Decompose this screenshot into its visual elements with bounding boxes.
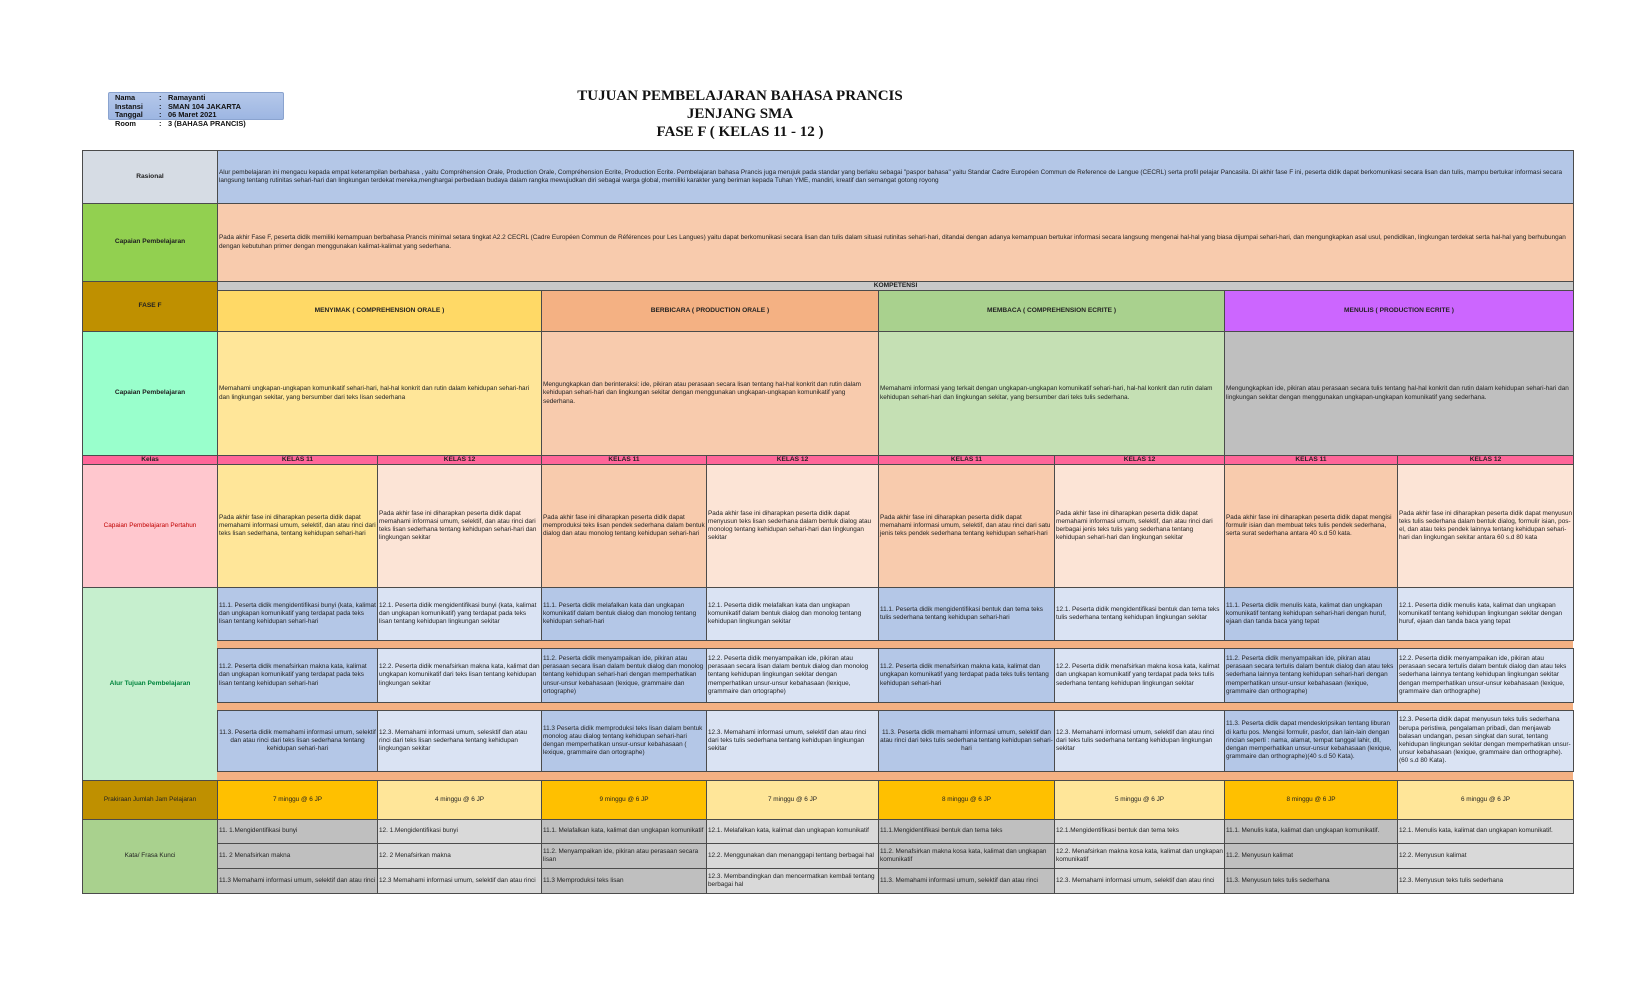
alur-cell-text: 12.2. Peserta didik menafsirkan makna kata, kalimat dan ungkapan komunikatif dari teks lisan tentang kehidupan lingkungan sekitar [379, 663, 540, 687]
alur-cell-text: 11.1. Peserta didik mengidentifikasi bentuk dan tema teks tulis sederhana tentang kehidupan sehari-hari [880, 605, 1043, 621]
kelas-header-text: KELAS 12 [1123, 455, 1156, 463]
prakiraan-cell-text: 6 minggu @ 6 JP [1460, 795, 1511, 803]
kata-frasa-cell [1224, 843, 1398, 869]
prakiraan-cell [1224, 780, 1398, 820]
kata-frasa-cell [541, 868, 707, 894]
kata-frasa-cell-text: 11.1.Mengidentifikasi bentuk dan tema teks [880, 827, 1003, 835]
kata-frasa-cell [1397, 868, 1574, 894]
kelas-header-text: KELAS 11 [1295, 455, 1327, 463]
alur-cell [878, 587, 1055, 641]
alur-cell-text: 11.1. Peserta didik mengidentifikasi bunyi (kata, kalimat dan ungkapan komunikatif yang terdapat pada teks lisan tentang kehidupan sehari-hari [219, 601, 376, 626]
prakiraan-cell-text: 4 minggu @ 6 JP [434, 795, 485, 803]
alur-cell-text: 11.2. Peserta didik menafsirkan makna kata, kalimat dan ungkapan komunikatif yang terdapat pada teks tulis tentang kehidupan sehari-hari [880, 663, 1049, 687]
kata-frasa-cell-text: 12.2. Menafsirkan makna kosa kata, kalimat dan ungkapan komunikatif [1056, 847, 1223, 863]
prakiraan-cell [541, 780, 707, 820]
alur-cell-text: 11.2. Peserta didik menyampaikan ide, pikiran atau perasaan secara lisan dalam bentuk dialog dan monolog tentang kehidupan sehari-hari dengan memperhatikan unsur-unsur kebahasaan (lexique, grammaire dan ortographe) [543, 654, 704, 695]
label-capaian-pertahun [82, 464, 218, 588]
kelas-header-text: KELAS 11 [281, 455, 314, 463]
alur-separator [217, 641, 1573, 648]
info-value: 3 (BAHASA PRANCIS) [168, 118, 246, 128]
kata-frasa-cell [377, 819, 542, 844]
kata-frasa-cell [217, 843, 378, 869]
competency-capaian-menyimak [217, 331, 542, 456]
kata-frasa-cell [1224, 819, 1398, 844]
label-prakiraan-text: Prakiraan Jumlah Jam Pelajaran [103, 795, 197, 803]
capaian-pertahun-cell-text: Pada akhir fase ini diharapkan peserta didik dapat memahami informasi umum, selektif, dan atau rinci dari satu jenis teks pendek sederhana tentang kehidupan sehari-hari [880, 513, 1051, 538]
rasional-text-text: Alur pembelajaran ini mengacu kepada empat keterampilan berbahasa , yaitu Compréhension Orale, Production Orale, Compréhension Ecrite, Production Ecrite. Pembelajaran bahasa Prancis juga merujuk pada standar yang berlaku sebagai "paspor bahasa" yaitu Standar Cadre Européen Commun de Reference de Langue (CECRL) serta profil pelajar Pancasila. Di akhir fase F ini, peserta didik dapat berkomunikasi secara lisan dan tulis, mampu bertukar informasi secara langsung tentang rutinitas sehari-hari dan lingkungan terdekat mereka,menghargai perbedaan budaya dalam rangka mewujudkan diri sebagai warga global, memiliki karakter yang beriman kepada Tuhan YME, mandiri, kreatif dan semangat gotong royong [219, 168, 1563, 184]
capaian-pertahun-cell [377, 464, 542, 588]
kata-frasa-cell [878, 868, 1055, 894]
kata-frasa-cell [706, 843, 879, 869]
alur-separator [217, 772, 1573, 780]
competency-header-menyimak [217, 290, 542, 332]
alur-cell-text: 11.1. Peserta didik melafalkan kata dan ungkapan komunikatif dalam bentuk dialog dan monolog tentang kehidupan sehari-hari [543, 601, 697, 626]
kata-frasa-cell-text: 11.2. Menafsirkan makna kosa kata, kalimat dan ungkapan komunikatif [880, 847, 1047, 863]
label-fase [82, 281, 218, 332]
alur-cell [1397, 587, 1574, 641]
prakiraan-cell-text: 9 minggu @ 6 JP [599, 795, 649, 803]
capaian-pertahun-cell-text: Pada akhir fase ini diharapkan peserta didik dapat memahami informasi umum, selektif, dan atau rinci dari teks lisan sederhana, tentang kehidupan sehari-hari [219, 513, 376, 538]
capaian-pertahun-cell [1054, 464, 1225, 588]
competency-capaian-berbicara-text: Mengungkapkan dan berinteraksi: ide, pikiran atau perasaan secara lisan tentang hal-hal konkrit dan rutin dalam kehidupan sehari-hari dan lingkungan sekitar dengan menggunakan ungkapan-ungkapan komunikatif yang sederhana. [543, 381, 861, 405]
competency-capaian-menyimak-text: Memahami ungkapan-ungkapan komunikatif sehari-hari, hal-hal konkrit dan rutin dalam kehidupan sehari-hari dan lingkungan sekitar, yang bersumber dari teks lisan sederhana [219, 385, 530, 401]
alur-cell-text: 12.1. Peserta didik mengidentifikasi bentuk dan tema teks tulis sederhana tentang kehidupan lingkungan sekitar [1056, 605, 1220, 621]
kata-frasa-cell [1054, 819, 1225, 844]
kata-frasa-cell-text: 12.1. Melafalkan kata, kalimat dan ungkapan komunikatif [708, 827, 869, 835]
kata-frasa-cell [706, 868, 879, 894]
info-row-instansi: Instansi : SMAN 104 JAKARTA [115, 101, 241, 111]
capaian-pembelajaran-text [217, 203, 1574, 282]
kata-frasa-cell-text: 12.3. Menyusun teks tulis sederhana [1399, 876, 1504, 884]
capaian-pertahun-cell [706, 464, 879, 588]
kelas-header-text: KELAS 12 [776, 455, 809, 463]
prakiraan-cell [1054, 780, 1225, 820]
competency-capaian-membaca [878, 331, 1225, 456]
alur-cell [1224, 587, 1398, 641]
competency-header-menulis [1224, 290, 1574, 332]
capaian-pertahun-cell [1397, 464, 1574, 588]
kata-frasa-cell-text: 12. 1.Mengidentifikasi bunyi [379, 827, 458, 835]
kata-frasa-cell-text: 11.1. Menulis kata, kalimat dan ungkapan komunikatif. [1226, 827, 1380, 835]
label-capaian-kompetensi [82, 331, 218, 456]
alur-cell-text: 12.1. Peserta didik menulis kata, kalimat dan ungkapan komunikatif tentang kehidupan lingkungan sekitar dengan huruf, ejaan dan tanda baca yang tepat [1399, 601, 1563, 626]
prakiraan-cell-text: 8 minggu @ 6 JP [1286, 795, 1336, 803]
capaian-pertahun-cell-text: Pada akhir fase ini diharapkan peserta didik dapat memproduksi teks lisan pendek sederhana dalam bentuk dialog dan atau monolog tentang kehidupan sehari-hari [543, 513, 705, 538]
kata-frasa-cell [706, 819, 879, 844]
alur-cell-text: 12.1. Peserta didik melafalkan kata dan ungkapan komunikatif dalam bentuk dialog dan monolog tentang kehidupan lingkungan sekitar [708, 601, 862, 626]
label-kelas-text: Kelas [141, 455, 159, 463]
alur-cell [377, 648, 542, 703]
alur-cell-text: 12.1. Peserta didik mengidentifikasi bunyi (kata, kalimat dan ungkapan komunikatif) yang terdapat pada teks lisan tentang kehidupan lingkungan sekitar [379, 601, 537, 626]
alur-cell-text: 12.2. Peserta didik menyampaikan ide, pikiran atau perasaan secara lisan dalam bentuk dialog dan monolog tentang kehidupan lingkungan sekitar dengan memperhatikan unsur-unsur kebahasaan (lexique, grammaire dan ortographe) [708, 654, 869, 695]
kelas-header-text: KELAS 12 [443, 455, 476, 463]
competency-capaian-membaca-text: Memahami informasi yang terkait dengan ungkapan-ungkapan komunikatif sehari-hari, hal-hal konkrit dan rutin dalam kehidupan sehari-hari dan lingkungan sekitar, yang bersumber dari teks tulis sederhana. [880, 385, 1213, 401]
alur-cell [706, 710, 879, 772]
info-label: Nama [115, 93, 136, 102]
alur-cell [217, 710, 378, 772]
alur-cell [377, 587, 542, 641]
kata-frasa-cell [377, 843, 542, 869]
info-value: 06 Maret 2021 [168, 110, 217, 119]
competency-capaian-menulis [1224, 331, 1574, 456]
alur-cell-text: 11.3. Peserta didik memahami informasi umum, selektif dan atau rinci dari teks lisan sederhana tentang kehidupan sehari-hari [219, 728, 376, 753]
kata-frasa-cell [878, 843, 1055, 869]
alur-cell-text: 11.3 Peserta didik memproduksi teks lisan dalam bentuk monolog atau dialog tentang kehidupan sehari-hari dengan memperhatikan unsur-unsur kebahasaan ( lexique, grammaire dan ortographe) [543, 724, 703, 757]
kata-frasa-cell-text: 12.3. Memahami informasi umum, selektif dan atau rinci [1056, 876, 1215, 884]
kata-frasa-cell [1397, 843, 1574, 869]
label-kata-frasa [82, 819, 218, 894]
alur-cell-text: 12.3. Memahami informasi umum, selesktif dan atau rinci dari teks lisan sederhana tentang kehidupan lingkungan sekitar [379, 728, 528, 753]
label-capaian-kompetensi-text: Capaian Pembelajaran [114, 389, 186, 397]
rasional-text [217, 150, 1574, 204]
info-label: Instansi [115, 101, 143, 111]
kata-frasa-cell-text: 11.3. Memahami informasi umum, selektif dan atau rinci [880, 876, 1038, 884]
prakiraan-cell [706, 780, 879, 820]
alur-cell [541, 587, 707, 641]
alur-cell-text: 12.3. Peserta didik dapat menyusun teks tulis sederhana berupa peristiwa, pengalaman pribadi, dan menjawab balasan undangan, pesan singkat dan surat, tentang kehidupan lingkungan sekitar dengan memperhatikan unsur-unsur kebahasaan (lexique, grammaire dan orthographe). (60 s.d 80 Kata). [1399, 716, 1571, 765]
capaian-pertahun-cell [217, 464, 378, 588]
prakiraan-cell [377, 780, 542, 820]
alur-cell [217, 648, 378, 703]
kata-frasa-cell [1054, 868, 1225, 894]
kata-frasa-cell [541, 819, 707, 844]
kelas-header-text: KELAS 12 [1469, 455, 1502, 463]
info-value: Ramayanti [168, 93, 206, 102]
kata-frasa-cell-text: 12. 2 Menafsirkan makna [379, 851, 451, 859]
kata-frasa-cell-text: 11. 2 Menafsirkan makna [219, 851, 291, 859]
kata-frasa-cell [878, 819, 1055, 844]
capaian-pertahun-cell-text: Pada akhir fase ini diharapkan peserta didik dapat memahami informasi umum, selektif, dan atau rinci dari teks lisan sederhana tentang kehidupan sehari-hari dan lingkungan sekitar [379, 509, 537, 542]
alur-cell [706, 648, 879, 703]
kata-frasa-cell-text: 11. 1.Mengidentifikasi bunyi [219, 827, 298, 835]
alur-cell-text: 12.2. Peserta didik menyampaikan ide, pikiran atau perasaan secara tertulis dalam bentuk dialog dan atau teks sederhana lainnya tentang kehidupan lingkungan sekitar dengan memperhatikan unsur-unsur kebahasaan (lexique, grammaire dan orthographe) [1399, 654, 1567, 695]
info-row-nama: Nama : Ramayanti [115, 93, 206, 102]
capaian-pertahun-cell [1224, 464, 1398, 588]
alur-cell [377, 710, 542, 772]
kata-frasa-cell-text: 11.3 Memahami informasi umum, selektif dan atau rinci [219, 876, 376, 884]
kata-frasa-cell [217, 819, 378, 844]
prakiraan-cell-text: 8 minggu @ 6 JP [941, 795, 992, 803]
page-subtitle-phase: FASE F ( KELAS 11 - 12 ) [656, 124, 824, 140]
competency-capaian-berbicara [541, 331, 879, 456]
label-capaian-pertahun-text: Capaian Pembelajaran Pertahun [103, 521, 197, 529]
label-capaian-pembelajaran-text: Capaian Pembelajaran [114, 238, 186, 246]
alur-separator [217, 703, 1573, 710]
alur-cell [541, 710, 707, 772]
kata-frasa-cell [1054, 843, 1225, 869]
alur-cell [1054, 648, 1225, 703]
page-subtitle-level: JENJANG SMA [686, 106, 794, 122]
capaian-pertahun-cell-text: Pada akhir fase ini diharapkan peserta didik dapat memahami informasi umum, selektif, dan atau rinci dari berbagai jenis teks tulis yang sederhana tentang kehidupan sehari-hari dan lingkungan sekitar [1056, 509, 1213, 542]
alur-cell [1397, 648, 1574, 703]
prakiraan-cell-text: 7 minggu @ 6 JP [767, 795, 818, 803]
alur-cell-text: 11.3. Peserta didik dapat mendeskripsikan tentang liburan di kartu pos. Mengisi formulir, pasfor, dan lain-lain dengan rincian seperti : nama, alamat, tempat tanggal lahir, dll, dengan memperhatikan unsur-unsur kebahasaan (lexique, grammaire dan orthographe)(40 s.d 50 Kata). [1226, 720, 1392, 761]
competency-header-berbicara-text: BERBICARA ( PRODUCTION ORALE ) [650, 306, 770, 314]
kata-frasa-cell-text: 12.3 Memahami informasi umum, selektif dan atau rinci [379, 876, 536, 884]
alur-cell-text: 12.2. Peserta didik menafsirkan makna kosa kata, kalimat dan ungkapan komunikatif yang terdapat pada teks tulis sederhana tentang kehidupan lingkungan sekitar [1056, 663, 1220, 687]
kata-frasa-cell [1224, 868, 1398, 894]
competency-header-menyimak-text: MENYIMAK ( COMPREHENSION ORALE ) [314, 306, 445, 314]
info-row-tanggal: Tanggal : 06 Maret 2021 [115, 110, 217, 119]
kata-frasa-cell [377, 868, 542, 894]
label-alur-tujuan [82, 587, 218, 781]
kata-frasa-cell-text: 11.1. Melafalkan kata, kalimat dan ungkapan komunikatif [543, 827, 704, 835]
info-row-room: Room : 3 (BAHASA PRANCIS) [115, 118, 246, 128]
competency-header-membaca [878, 290, 1225, 332]
kelas-header-text: KELAS 11 [950, 455, 983, 463]
prakiraan-cell [1397, 780, 1574, 820]
kata-frasa-cell-text: 12.3. Membandingkan dan mencermatkan kembali tentang berbagai hal [708, 872, 875, 888]
label-prakiraan [82, 780, 218, 820]
alur-cell-text: 11.3. Peserta didik memahami informasi umum, selektif dan atau rinci dari teks tulis sederhana tentang kehidupan sehari-hari [880, 728, 1053, 753]
kata-frasa-cell-text: 11.2. Menyusun kalimat [1226, 851, 1294, 859]
prakiraan-cell-text: 7 minggu @ 6 JP [272, 795, 323, 803]
kata-frasa-cell-text: 12.1.Mengidentifikasi bentuk dan tema teks [1056, 827, 1179, 835]
alur-cell [1054, 710, 1225, 772]
label-rasional [82, 150, 218, 204]
kelas-header-text: KELAS 11 [608, 455, 640, 463]
alur-cell [217, 587, 378, 641]
label-capaian-pembelajaran [82, 203, 218, 282]
info-label: Tanggal [115, 110, 143, 119]
info-value: SMAN 104 JAKARTA [168, 101, 241, 111]
alur-cell [1054, 587, 1225, 641]
competency-header-membaca-text: MEMBACA ( COMPREHENSION ECRITE ) [986, 306, 1117, 314]
competency-header-berbicara [541, 290, 879, 332]
prakiraan-cell [217, 780, 378, 820]
capaian-pembelajaran-text-text: Pada akhir Fase F, peserta didik memiliki kemampuan berbahasa Prancis minimal setara tingkat A2.2 CECRL (Cadre Européen Commun de Références pour Les Langues) yaitu dapat berkomunikasi secara lisan dan tulis dalam situasi rutinitas sehari-hari, ditandai dengan adanya kemampuan bertukar informasi secara langsung mengenai hal-hal yang biasa dijumpai sehari-hari, dan mengungkapkan asal usul, pendidikan, lingkungan terdekat serta hal-hal yang berhubungan dengan kebutuhan primer dengan menggunakan kalimat-kalimat yang sederhana. [219, 234, 1566, 250]
capaian-pertahun-cell-text: Pada akhir fase ini diharapkan peserta didik dapat menyusun teks lisan sederhana dalam bentuk dialog atau monolog tentang kehidupan sehari-hari dan lingkungan sekitar [708, 509, 872, 542]
kata-frasa-cell [217, 868, 378, 894]
kata-frasa-cell-text: 11.2. Menyampaikan ide, pikiran atau perasaan secara lisan [543, 847, 699, 863]
competency-capaian-menulis-text: Mengungkapkan ide, pikiran atau perasaan secara tulis tentang hal-hal konkrit dan rutin dalam kehidupan sehari-hari dan lingkungan sekitar dengan menggunakan ungkapan-ungkapan komunikatif yang sederhana. [1226, 385, 1569, 401]
alur-cell-text: 12.3. Memahami informasi umum, selektif dan atau rinci dari teks tulis sederhana tentang kehidupan lingkungan sekitar [708, 728, 867, 753]
kata-frasa-cell-text: 12.1. Menulis kata, kalimat dan ungkapan komunikatif. [1399, 827, 1553, 835]
prakiraan-cell [878, 780, 1055, 820]
capaian-pertahun-cell [541, 464, 707, 588]
prakiraan-cell-text: 5 minggu @ 6 JP [1114, 795, 1165, 803]
alur-cell [706, 587, 879, 641]
alur-cell-text: 11.2. Peserta didik menafsirkan makna kata, kalimat dan ungkapan komunikatif yang terdapat pada teks lisan tentang kehidupan sehari-hari [219, 663, 367, 687]
alur-cell-text: 11.1. Peserta didik menulis kata, kalimat dan ungkapan komunikatif tentang kehidupan sehari-hari dengan huruf, ejaan dan tanda baca yang tepat [1226, 601, 1386, 626]
kata-frasa-cell-text: 11.3 Memproduksi teks lisan [543, 876, 624, 884]
alur-cell [878, 710, 1055, 772]
alur-cell [541, 648, 707, 703]
kata-frasa-cell-text: 12.2. Menggunakan dan menanggapi tentang berbagai hal [708, 851, 874, 859]
competency-header-menulis-text: MENULIS ( PRODUCTION ECRITE ) [1344, 306, 1454, 314]
alur-cell [1224, 648, 1398, 703]
alur-cell [1224, 710, 1398, 772]
capaian-pertahun-cell [878, 464, 1055, 588]
label-fase-text: FASE F [138, 302, 162, 310]
page-title: TUJUAN PEMBELAJARAN BAHASA PRANCIS [577, 88, 903, 104]
alur-cell-text: 11.2. Peserta didik menyampaikan ide, pikiran atau perasaan secara tertulis dalam bentuk dialog dan atau teks sederhana lainnya tentang kehidupan sehari-hari dengan memperhatikan unsur-unsur kebahasaan (lexique, grammaire dan orthographe) [1226, 654, 1394, 695]
kata-frasa-cell-text: 12.2. Menyusun kalimat [1399, 851, 1467, 859]
capaian-pertahun-cell-text: Pada akhir fase ini diharapkan peserta didik dapat mengisi formulir isian dan membuat teks tulis pendek sederhana, serta surat sederhana antara 40 s.d 50 kata. [1226, 513, 1392, 538]
kompetensi-header-text: KOMPETENSI [873, 281, 918, 289]
label-alur-tujuan-text: Alur Tujuan Pembelajaran [109, 679, 191, 687]
kata-frasa-cell [541, 843, 707, 869]
label-kata-frasa-text: Kata/ Frasa Kunci [124, 852, 176, 860]
label-rasional-text: Rasional [136, 172, 164, 180]
kata-frasa-cell-text: 11.3. Menyusun teks tulis sederhana [1226, 876, 1330, 884]
info-label: Room [115, 118, 136, 128]
alur-cell-text: 12.3. Memahami informasi umum, selektif dan atau rinci dari teks tulis sederhana tentang kehidupan lingkungan sekitar [1056, 728, 1215, 753]
capaian-pertahun-cell-text: Pada akhir fase ini diharapkan peserta didik dapat menyusun teks tulis sederhana dalam bentuk dialog, formulir isian, pos-el, dan atau teks pendek lainnya tentang kehidupan sehari-hari dan lingkungan sekitar antara 60 s.d 80 kata [1399, 509, 1573, 542]
kata-frasa-cell [1397, 819, 1574, 844]
alur-cell [878, 648, 1055, 703]
alur-cell [1397, 710, 1574, 772]
